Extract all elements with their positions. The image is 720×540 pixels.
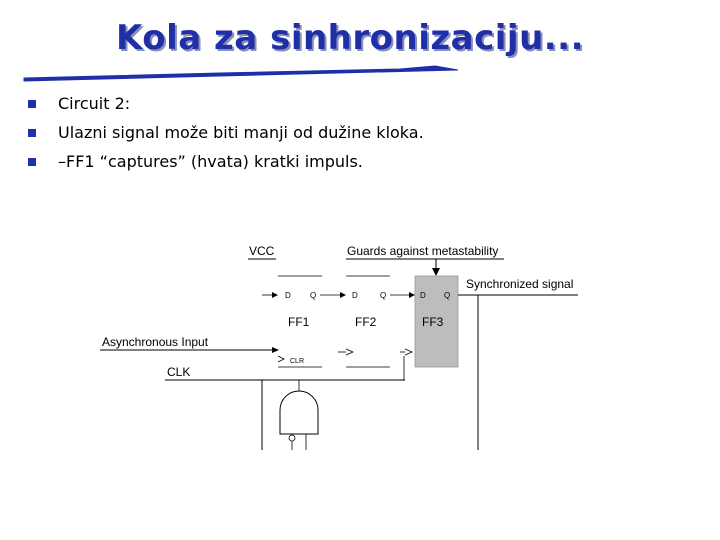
vcc-label: VCC [249,244,275,258]
ff2-q-label: Q [380,291,387,300]
d3-arrowhead [409,292,415,298]
d2-arrowhead [340,292,346,298]
ff3-q-label: Q [444,291,451,300]
ff3-clk-triangle [405,349,412,355]
bullet-text: –FF1 “captures” (hvata) kratki impuls. [58,152,363,171]
async-input-label: Asynchronous Input [102,335,209,349]
ff1-label: FF1 [288,315,310,329]
slide-title: Kola za sinhronizaciju... [115,18,585,58]
and-gate-bubble [289,435,295,441]
clk-label: CLK [167,365,191,379]
and-gate-icon [280,391,318,434]
ff2-label: FF2 [355,315,377,329]
ff2-d-label: D [352,291,358,300]
guards-label: Guards against metastability [347,244,499,258]
ff1-d-label: D [285,291,291,300]
ff3-label: FF3 [422,315,444,329]
ff1-clk-triangle [278,356,284,362]
guards-arrowhead [432,268,440,276]
clr-label: CLR [290,358,305,365]
ff1-q-label: Q [310,291,317,300]
bullet-text: Circuit 2: [58,94,131,113]
bullet-text: Ulazni signal može biti manji od dužine kloka. [58,123,424,142]
sync-signal-label: Synchronized signal [466,277,574,291]
ff3-d-label: D [420,291,426,300]
ff2-clk-triangle [346,349,353,355]
d1-arrowhead [272,292,278,298]
async-input-arrowhead [272,347,279,353]
